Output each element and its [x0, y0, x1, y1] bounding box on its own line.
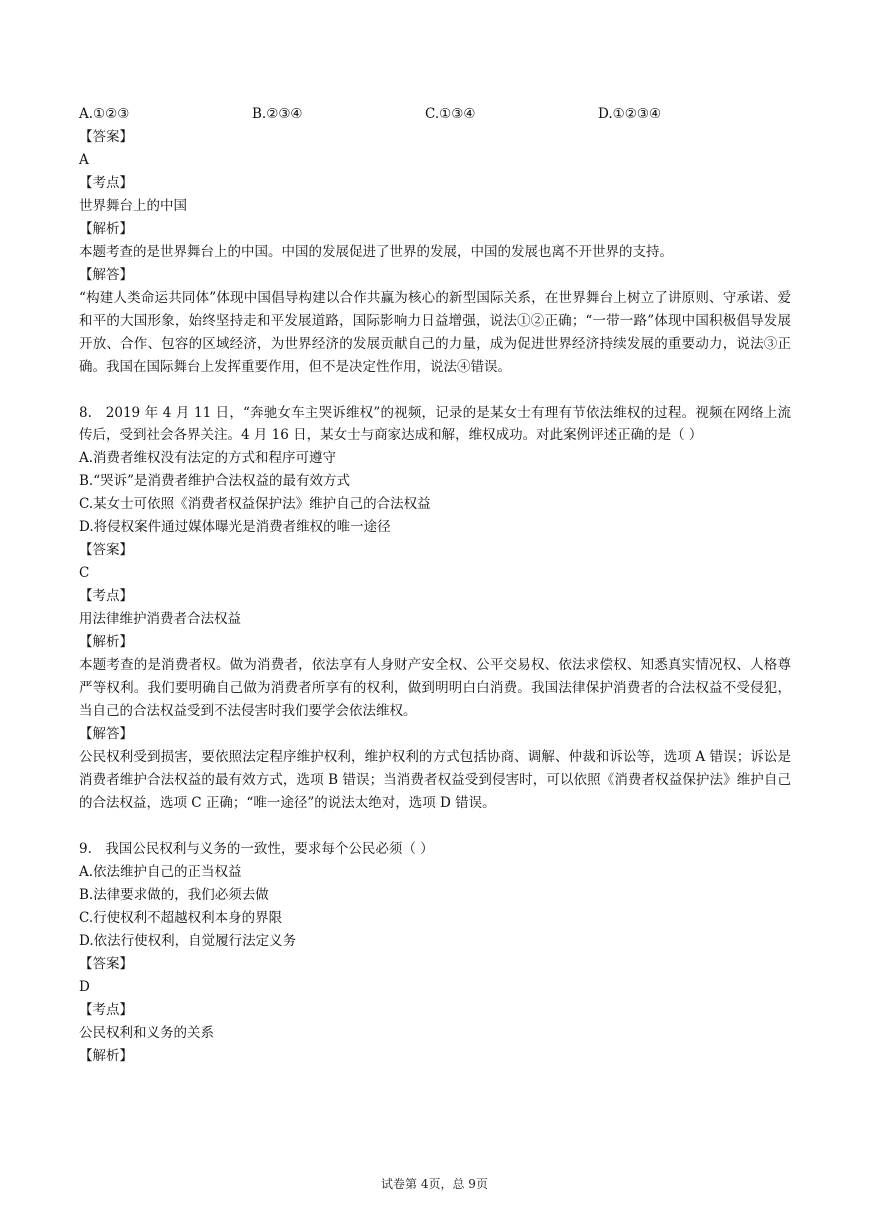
question-9-stem: 9. 我国公民权利与义务的一致性，要求每个公民必须（ ）	[79, 840, 434, 857]
solution-text: 公民权利受到损害，要依照法定程序维护权利，维护权利的方式包括协商、调解、仲裁和诉讼等，选项 A 错误；诉讼是消费者维护合法权益的最有效方式，选项 B 错误；当消费者权益受到侵害时，可以依照《消费者权益保护法》维护自己的合法权益，选项 C 正确；“唯一途径”的说法太绝对，选项 D 错误。	[79, 749, 791, 811]
page-footer: 试卷第 4页，总 9页	[381, 1177, 488, 1191]
point-value: 公民权利和义务的关系	[79, 1024, 214, 1041]
analysis-label: 【解析】	[79, 221, 133, 237]
analysis-label: 【解析】	[79, 1047, 133, 1064]
solution-label: 【解答】	[79, 266, 133, 283]
answer-value: D	[79, 978, 90, 995]
solution-label: 【解答】	[79, 726, 133, 743]
option-a: A.①②③	[79, 106, 130, 122]
analysis-text: 本题考查的是世界舞台上的中国。中国的发展促进了世界的发展，中国的发展也离不开世界的支持。	[79, 244, 673, 260]
q8-option-a: A.消费者维权没有法定的方式和程序可遵守	[79, 450, 337, 467]
q9-option-b: B.法律要求做的，我们必须去做	[79, 886, 269, 903]
question-8-stem: 8. 2019 年 4 月 11 日，“奔驰女车主哭诉维权”的视频，记录的是某女士有理有节依法维权的过程。视频在网络上流传后，受到社会各界关注。4 月 16 日，某女士与商家达成和解，维权成功。对此案例评述正确的是（ ）	[79, 404, 791, 444]
answer-value: A	[79, 152, 89, 168]
option-c: C.①③④	[425, 106, 476, 122]
option-b: B.②③④	[252, 106, 303, 122]
solution-text: “构建人类命运共同体”体现中国倡导构建以合作共赢为核心的新型国际关系，在世界舞台上树立了讲原则、守承诺、爱和平的大国形象，始终坚持走和平发展道路，国际影响力日益增强，说法①②正确；“一带一路”体现中国积极倡导发展开放、合作、包容的区域经济，为世界经济的发展贡献自己的力量，成为促进世界经济持续发展的重要动力，说法③正确。我国在国际舞台上发挥重要作用，但不是决定性作用，说法④错误。	[79, 289, 791, 375]
q9-option-a: A.依法维护自己的正当权益	[79, 863, 242, 880]
q8-option-d: D.将侵权案件通过媒体曝光是消费者维权的唯一途径	[79, 519, 391, 536]
option-d: D.①②③④	[598, 106, 662, 122]
answer-label: 【答案】	[79, 542, 133, 559]
analysis-text: 本题考查的是消费者权。做为消费者，依法享有人身财产安全权、公平交易权、依法求偿权、知悉真实情况权、人格尊严等权利。我们要明确自己做为消费者所享有的权利，做到明明白白消费。我国法律保护消费者的合法权益不受侵犯，当自己的合法权益受到不法侵害时我们要学会依法维权。	[79, 657, 791, 720]
q8-option-b: B.“哭诉”是消费者维护合法权益的最有效方式	[79, 473, 351, 490]
point-value: 用法律维护消费者合法权益	[79, 611, 241, 628]
point-value: 世界舞台上的中国	[79, 198, 187, 214]
analysis-label: 【解析】	[79, 634, 133, 651]
answer-value: C	[79, 565, 90, 582]
exam-page	[79, 103, 791, 1068]
q8-option-c: C.某女士可依照《消费者权益保护法》维护自己的合法权益	[79, 496, 431, 513]
point-label: 【考点】	[79, 175, 133, 191]
point-label: 【考点】	[79, 588, 133, 605]
q7-options	[79, 103, 791, 126]
point-label: 【考点】	[79, 1001, 133, 1018]
q9-option-d: D.依法行使权利，自觉履行法定义务	[79, 932, 297, 949]
answer-label: 【答案】	[79, 955, 133, 972]
q9-option-c: C.行使权利不超越权利本身的界限	[79, 909, 283, 926]
answer-label: 【答案】	[79, 129, 133, 145]
